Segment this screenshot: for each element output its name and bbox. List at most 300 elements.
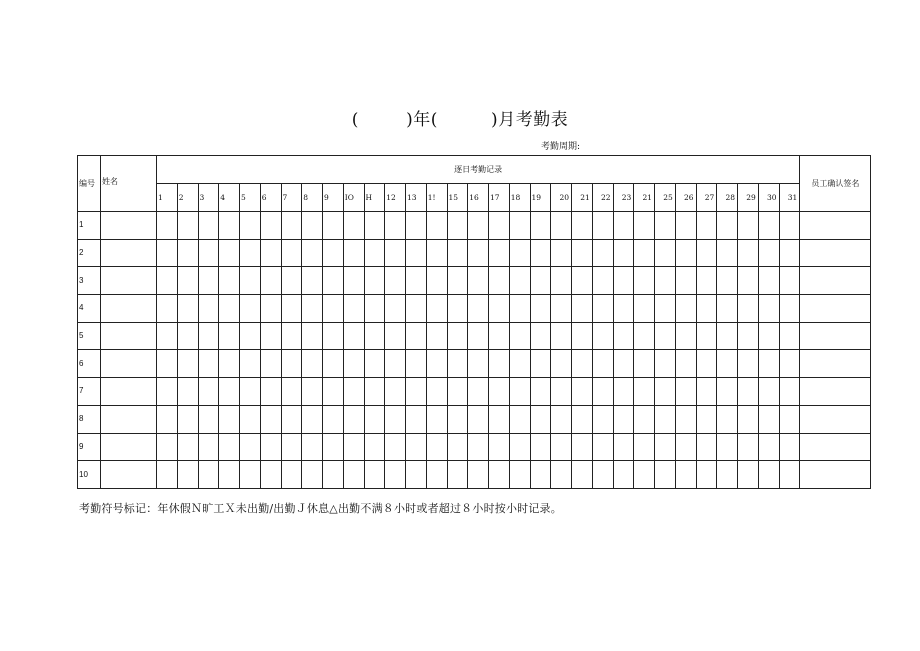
- attendance-cell[interactable]: [675, 212, 696, 240]
- attendance-cell[interactable]: [738, 433, 759, 461]
- attendance-cell[interactable]: [198, 461, 219, 489]
- attendance-cell[interactable]: [364, 350, 385, 378]
- signature-cell[interactable]: [800, 378, 871, 406]
- attendance-cell[interactable]: [717, 378, 738, 406]
- attendance-cell[interactable]: [592, 239, 613, 267]
- attendance-cell[interactable]: [343, 267, 364, 295]
- attendance-cell[interactable]: [572, 239, 593, 267]
- attendance-cell[interactable]: [240, 461, 261, 489]
- signature-cell[interactable]: [800, 295, 871, 323]
- attendance-cell[interactable]: [530, 239, 551, 267]
- attendance-cell[interactable]: [613, 378, 634, 406]
- attendance-cell[interactable]: [655, 350, 676, 378]
- attendance-cell[interactable]: [385, 322, 406, 350]
- attendance-cell[interactable]: [613, 433, 634, 461]
- attendance-cell[interactable]: [738, 350, 759, 378]
- attendance-cell[interactable]: [572, 322, 593, 350]
- attendance-cell[interactable]: [323, 295, 344, 323]
- attendance-cell[interactable]: [157, 461, 178, 489]
- attendance-cell[interactable]: [696, 433, 717, 461]
- attendance-cell[interactable]: [696, 295, 717, 323]
- attendance-cell[interactable]: [675, 239, 696, 267]
- attendance-cell[interactable]: [634, 267, 655, 295]
- attendance-cell[interactable]: [447, 433, 468, 461]
- attendance-cell[interactable]: [655, 461, 676, 489]
- attendance-cell[interactable]: [302, 405, 323, 433]
- signature-cell[interactable]: [800, 322, 871, 350]
- attendance-cell[interactable]: [426, 378, 447, 406]
- attendance-cell[interactable]: [758, 267, 779, 295]
- attendance-cell[interactable]: [530, 322, 551, 350]
- attendance-cell[interactable]: [509, 378, 530, 406]
- attendance-cell[interactable]: [260, 239, 281, 267]
- attendance-cell[interactable]: [406, 378, 427, 406]
- attendance-cell[interactable]: [655, 239, 676, 267]
- attendance-cell[interactable]: [758, 350, 779, 378]
- attendance-cell[interactable]: [177, 267, 198, 295]
- attendance-cell[interactable]: [758, 405, 779, 433]
- attendance-cell[interactable]: [219, 267, 240, 295]
- attendance-cell[interactable]: [634, 322, 655, 350]
- signature-cell[interactable]: [800, 212, 871, 240]
- attendance-cell[interactable]: [696, 322, 717, 350]
- name-cell[interactable]: [101, 212, 157, 240]
- attendance-cell[interactable]: [738, 267, 759, 295]
- attendance-cell[interactable]: [343, 378, 364, 406]
- attendance-cell[interactable]: [592, 267, 613, 295]
- name-cell[interactable]: [101, 350, 157, 378]
- attendance-cell[interactable]: [406, 433, 427, 461]
- attendance-cell[interactable]: [240, 350, 261, 378]
- attendance-cell[interactable]: [177, 461, 198, 489]
- attendance-cell[interactable]: [447, 350, 468, 378]
- attendance-cell[interactable]: [281, 295, 302, 323]
- attendance-cell[interactable]: [655, 433, 676, 461]
- attendance-cell[interactable]: [406, 461, 427, 489]
- attendance-cell[interactable]: [509, 350, 530, 378]
- attendance-cell[interactable]: [240, 239, 261, 267]
- attendance-cell[interactable]: [219, 295, 240, 323]
- attendance-cell[interactable]: [509, 295, 530, 323]
- attendance-cell[interactable]: [447, 295, 468, 323]
- attendance-cell[interactable]: [468, 378, 489, 406]
- attendance-cell[interactable]: [157, 322, 178, 350]
- attendance-cell[interactable]: [530, 295, 551, 323]
- attendance-cell[interactable]: [343, 295, 364, 323]
- attendance-cell[interactable]: [157, 295, 178, 323]
- attendance-cell[interactable]: [447, 322, 468, 350]
- attendance-cell[interactable]: [385, 461, 406, 489]
- attendance-cell[interactable]: [364, 461, 385, 489]
- attendance-cell[interactable]: [157, 378, 178, 406]
- attendance-cell[interactable]: [302, 212, 323, 240]
- attendance-cell[interactable]: [675, 350, 696, 378]
- attendance-cell[interactable]: [572, 212, 593, 240]
- attendance-cell[interactable]: [592, 322, 613, 350]
- attendance-cell[interactable]: [509, 322, 530, 350]
- attendance-cell[interactable]: [717, 461, 738, 489]
- attendance-cell[interactable]: [572, 378, 593, 406]
- attendance-cell[interactable]: [717, 322, 738, 350]
- attendance-cell[interactable]: [157, 405, 178, 433]
- attendance-cell[interactable]: [738, 378, 759, 406]
- attendance-cell[interactable]: [634, 295, 655, 323]
- attendance-cell[interactable]: [198, 433, 219, 461]
- attendance-cell[interactable]: [364, 267, 385, 295]
- attendance-cell[interactable]: [260, 295, 281, 323]
- attendance-cell[interactable]: [260, 405, 281, 433]
- attendance-cell[interactable]: [696, 461, 717, 489]
- attendance-cell[interactable]: [343, 322, 364, 350]
- attendance-cell[interactable]: [323, 267, 344, 295]
- attendance-cell[interactable]: [655, 322, 676, 350]
- attendance-cell[interactable]: [634, 378, 655, 406]
- attendance-cell[interactable]: [323, 405, 344, 433]
- attendance-cell[interactable]: [447, 239, 468, 267]
- attendance-cell[interactable]: [219, 378, 240, 406]
- attendance-cell[interactable]: [489, 295, 510, 323]
- attendance-cell[interactable]: [509, 461, 530, 489]
- attendance-cell[interactable]: [302, 461, 323, 489]
- attendance-cell[interactable]: [592, 212, 613, 240]
- attendance-cell[interactable]: [406, 239, 427, 267]
- attendance-cell[interactable]: [406, 295, 427, 323]
- attendance-cell[interactable]: [509, 212, 530, 240]
- attendance-cell[interactable]: [447, 461, 468, 489]
- name-cell[interactable]: [101, 295, 157, 323]
- attendance-cell[interactable]: [779, 212, 800, 240]
- attendance-cell[interactable]: [489, 461, 510, 489]
- attendance-cell[interactable]: [426, 433, 447, 461]
- attendance-cell[interactable]: [551, 433, 572, 461]
- attendance-cell[interactable]: [426, 267, 447, 295]
- attendance-cell[interactable]: [738, 239, 759, 267]
- attendance-cell[interactable]: [738, 212, 759, 240]
- attendance-cell[interactable]: [509, 239, 530, 267]
- attendance-cell[interactable]: [572, 267, 593, 295]
- attendance-cell[interactable]: [634, 433, 655, 461]
- attendance-cell[interactable]: [260, 461, 281, 489]
- attendance-cell[interactable]: [551, 405, 572, 433]
- attendance-cell[interactable]: [655, 212, 676, 240]
- attendance-cell[interactable]: [323, 239, 344, 267]
- attendance-cell[interactable]: [530, 433, 551, 461]
- attendance-cell[interactable]: [157, 267, 178, 295]
- attendance-cell[interactable]: [592, 295, 613, 323]
- attendance-cell[interactable]: [198, 295, 219, 323]
- attendance-cell[interactable]: [655, 405, 676, 433]
- attendance-cell[interactable]: [655, 295, 676, 323]
- attendance-cell[interactable]: [281, 433, 302, 461]
- attendance-cell[interactable]: [343, 433, 364, 461]
- attendance-cell[interactable]: [260, 322, 281, 350]
- attendance-cell[interactable]: [551, 239, 572, 267]
- attendance-cell[interactable]: [509, 405, 530, 433]
- attendance-cell[interactable]: [281, 212, 302, 240]
- attendance-cell[interactable]: [364, 322, 385, 350]
- attendance-cell[interactable]: [323, 322, 344, 350]
- signature-cell[interactable]: [800, 461, 871, 489]
- attendance-cell[interactable]: [758, 239, 779, 267]
- attendance-cell[interactable]: [675, 461, 696, 489]
- attendance-cell[interactable]: [177, 295, 198, 323]
- attendance-cell[interactable]: [323, 461, 344, 489]
- signature-cell[interactable]: [800, 405, 871, 433]
- attendance-cell[interactable]: [572, 461, 593, 489]
- attendance-cell[interactable]: [551, 350, 572, 378]
- name-cell[interactable]: [101, 239, 157, 267]
- attendance-cell[interactable]: [364, 239, 385, 267]
- attendance-cell[interactable]: [240, 405, 261, 433]
- attendance-cell[interactable]: [572, 433, 593, 461]
- attendance-cell[interactable]: [157, 239, 178, 267]
- attendance-cell[interactable]: [489, 350, 510, 378]
- attendance-cell[interactable]: [447, 267, 468, 295]
- attendance-cell[interactable]: [717, 433, 738, 461]
- attendance-cell[interactable]: [779, 405, 800, 433]
- attendance-cell[interactable]: [696, 405, 717, 433]
- attendance-cell[interactable]: [426, 405, 447, 433]
- attendance-cell[interactable]: [177, 350, 198, 378]
- attendance-cell[interactable]: [655, 267, 676, 295]
- attendance-cell[interactable]: [281, 350, 302, 378]
- name-cell[interactable]: [101, 378, 157, 406]
- attendance-cell[interactable]: [364, 212, 385, 240]
- attendance-cell[interactable]: [530, 350, 551, 378]
- attendance-cell[interactable]: [240, 212, 261, 240]
- attendance-cell[interactable]: [613, 350, 634, 378]
- attendance-cell[interactable]: [530, 267, 551, 295]
- attendance-cell[interactable]: [551, 461, 572, 489]
- attendance-cell[interactable]: [489, 322, 510, 350]
- attendance-cell[interactable]: [385, 239, 406, 267]
- attendance-cell[interactable]: [634, 239, 655, 267]
- attendance-cell[interactable]: [696, 378, 717, 406]
- attendance-cell[interactable]: [468, 239, 489, 267]
- attendance-cell[interactable]: [219, 212, 240, 240]
- attendance-cell[interactable]: [177, 212, 198, 240]
- attendance-cell[interactable]: [489, 405, 510, 433]
- attendance-cell[interactable]: [592, 405, 613, 433]
- attendance-cell[interactable]: [738, 322, 759, 350]
- attendance-cell[interactable]: [592, 378, 613, 406]
- attendance-cell[interactable]: [696, 350, 717, 378]
- attendance-cell[interactable]: [675, 405, 696, 433]
- attendance-cell[interactable]: [468, 267, 489, 295]
- attendance-cell[interactable]: [219, 350, 240, 378]
- attendance-cell[interactable]: [717, 239, 738, 267]
- attendance-cell[interactable]: [468, 322, 489, 350]
- attendance-cell[interactable]: [426, 322, 447, 350]
- attendance-cell[interactable]: [219, 405, 240, 433]
- attendance-cell[interactable]: [302, 267, 323, 295]
- attendance-cell[interactable]: [364, 433, 385, 461]
- attendance-cell[interactable]: [385, 212, 406, 240]
- attendance-cell[interactable]: [177, 433, 198, 461]
- attendance-cell[interactable]: [385, 267, 406, 295]
- attendance-cell[interactable]: [530, 212, 551, 240]
- attendance-cell[interactable]: [779, 461, 800, 489]
- attendance-cell[interactable]: [281, 239, 302, 267]
- attendance-cell[interactable]: [240, 295, 261, 323]
- attendance-cell[interactable]: [489, 239, 510, 267]
- attendance-cell[interactable]: [530, 405, 551, 433]
- attendance-cell[interactable]: [572, 405, 593, 433]
- attendance-cell[interactable]: [779, 378, 800, 406]
- attendance-cell[interactable]: [157, 350, 178, 378]
- attendance-cell[interactable]: [281, 322, 302, 350]
- attendance-cell[interactable]: [343, 405, 364, 433]
- attendance-cell[interactable]: [426, 461, 447, 489]
- attendance-cell[interactable]: [177, 239, 198, 267]
- attendance-cell[interactable]: [634, 212, 655, 240]
- attendance-cell[interactable]: [177, 378, 198, 406]
- attendance-cell[interactable]: [260, 267, 281, 295]
- attendance-cell[interactable]: [260, 212, 281, 240]
- attendance-cell[interactable]: [406, 405, 427, 433]
- attendance-cell[interactable]: [551, 322, 572, 350]
- attendance-cell[interactable]: [447, 405, 468, 433]
- attendance-cell[interactable]: [219, 322, 240, 350]
- attendance-cell[interactable]: [323, 350, 344, 378]
- attendance-cell[interactable]: [634, 461, 655, 489]
- signature-cell[interactable]: [800, 267, 871, 295]
- attendance-cell[interactable]: [738, 295, 759, 323]
- attendance-cell[interactable]: [426, 295, 447, 323]
- attendance-cell[interactable]: [281, 267, 302, 295]
- attendance-cell[interactable]: [323, 378, 344, 406]
- attendance-cell[interactable]: [779, 350, 800, 378]
- attendance-cell[interactable]: [758, 295, 779, 323]
- attendance-cell[interactable]: [468, 405, 489, 433]
- attendance-cell[interactable]: [343, 212, 364, 240]
- attendance-cell[interactable]: [572, 350, 593, 378]
- attendance-cell[interactable]: [675, 267, 696, 295]
- name-cell[interactable]: [101, 433, 157, 461]
- attendance-cell[interactable]: [655, 378, 676, 406]
- attendance-cell[interactable]: [260, 350, 281, 378]
- attendance-cell[interactable]: [489, 212, 510, 240]
- attendance-cell[interactable]: [260, 378, 281, 406]
- attendance-cell[interactable]: [406, 322, 427, 350]
- attendance-cell[interactable]: [385, 295, 406, 323]
- attendance-cell[interactable]: [758, 378, 779, 406]
- attendance-cell[interactable]: [634, 350, 655, 378]
- attendance-cell[interactable]: [717, 267, 738, 295]
- attendance-cell[interactable]: [738, 405, 759, 433]
- attendance-cell[interactable]: [343, 239, 364, 267]
- attendance-cell[interactable]: [198, 322, 219, 350]
- attendance-cell[interactable]: [509, 433, 530, 461]
- attendance-cell[interactable]: [779, 433, 800, 461]
- attendance-cell[interactable]: [758, 322, 779, 350]
- attendance-cell[interactable]: [468, 433, 489, 461]
- attendance-cell[interactable]: [302, 433, 323, 461]
- attendance-cell[interactable]: [696, 239, 717, 267]
- attendance-cell[interactable]: [468, 350, 489, 378]
- attendance-cell[interactable]: [219, 433, 240, 461]
- attendance-cell[interactable]: [198, 405, 219, 433]
- attendance-cell[interactable]: [406, 212, 427, 240]
- attendance-cell[interactable]: [613, 295, 634, 323]
- attendance-cell[interactable]: [613, 267, 634, 295]
- attendance-cell[interactable]: [426, 239, 447, 267]
- attendance-cell[interactable]: [551, 212, 572, 240]
- attendance-cell[interactable]: [717, 212, 738, 240]
- name-cell[interactable]: [101, 322, 157, 350]
- attendance-cell[interactable]: [406, 350, 427, 378]
- signature-cell[interactable]: [800, 239, 871, 267]
- attendance-cell[interactable]: [447, 212, 468, 240]
- attendance-cell[interactable]: [468, 212, 489, 240]
- attendance-cell[interactable]: [592, 461, 613, 489]
- attendance-cell[interactable]: [240, 322, 261, 350]
- attendance-cell[interactable]: [779, 267, 800, 295]
- attendance-cell[interactable]: [406, 267, 427, 295]
- attendance-cell[interactable]: [240, 267, 261, 295]
- attendance-cell[interactable]: [613, 322, 634, 350]
- attendance-cell[interactable]: [198, 239, 219, 267]
- attendance-cell[interactable]: [281, 461, 302, 489]
- attendance-cell[interactable]: [758, 212, 779, 240]
- attendance-cell[interactable]: [385, 350, 406, 378]
- name-cell[interactable]: [101, 267, 157, 295]
- attendance-cell[interactable]: [717, 405, 738, 433]
- attendance-cell[interactable]: [447, 378, 468, 406]
- attendance-cell[interactable]: [198, 212, 219, 240]
- attendance-cell[interactable]: [551, 295, 572, 323]
- attendance-cell[interactable]: [157, 433, 178, 461]
- attendance-cell[interactable]: [364, 295, 385, 323]
- attendance-cell[interactable]: [675, 295, 696, 323]
- attendance-cell[interactable]: [426, 350, 447, 378]
- attendance-cell[interactable]: [613, 461, 634, 489]
- attendance-cell[interactable]: [551, 378, 572, 406]
- name-cell[interactable]: [101, 405, 157, 433]
- attendance-cell[interactable]: [177, 322, 198, 350]
- attendance-cell[interactable]: [240, 433, 261, 461]
- attendance-cell[interactable]: [198, 267, 219, 295]
- attendance-cell[interactable]: [219, 239, 240, 267]
- attendance-cell[interactable]: [592, 433, 613, 461]
- attendance-cell[interactable]: [385, 433, 406, 461]
- attendance-cell[interactable]: [302, 378, 323, 406]
- attendance-cell[interactable]: [613, 405, 634, 433]
- name-cell[interactable]: [101, 461, 157, 489]
- attendance-cell[interactable]: [343, 350, 364, 378]
- attendance-cell[interactable]: [572, 295, 593, 323]
- attendance-cell[interactable]: [758, 461, 779, 489]
- attendance-cell[interactable]: [281, 405, 302, 433]
- attendance-cell[interactable]: [675, 322, 696, 350]
- signature-cell[interactable]: [800, 433, 871, 461]
- attendance-cell[interactable]: [385, 378, 406, 406]
- attendance-cell[interactable]: [779, 322, 800, 350]
- attendance-cell[interactable]: [385, 405, 406, 433]
- attendance-cell[interactable]: [260, 433, 281, 461]
- attendance-cell[interactable]: [489, 433, 510, 461]
- attendance-cell[interactable]: [468, 295, 489, 323]
- attendance-cell[interactable]: [758, 433, 779, 461]
- attendance-cell[interactable]: [198, 378, 219, 406]
- attendance-cell[interactable]: [281, 378, 302, 406]
- attendance-cell[interactable]: [592, 350, 613, 378]
- attendance-cell[interactable]: [613, 212, 634, 240]
- attendance-cell[interactable]: [634, 405, 655, 433]
- attendance-cell[interactable]: [302, 239, 323, 267]
- attendance-cell[interactable]: [426, 212, 447, 240]
- attendance-cell[interactable]: [302, 322, 323, 350]
